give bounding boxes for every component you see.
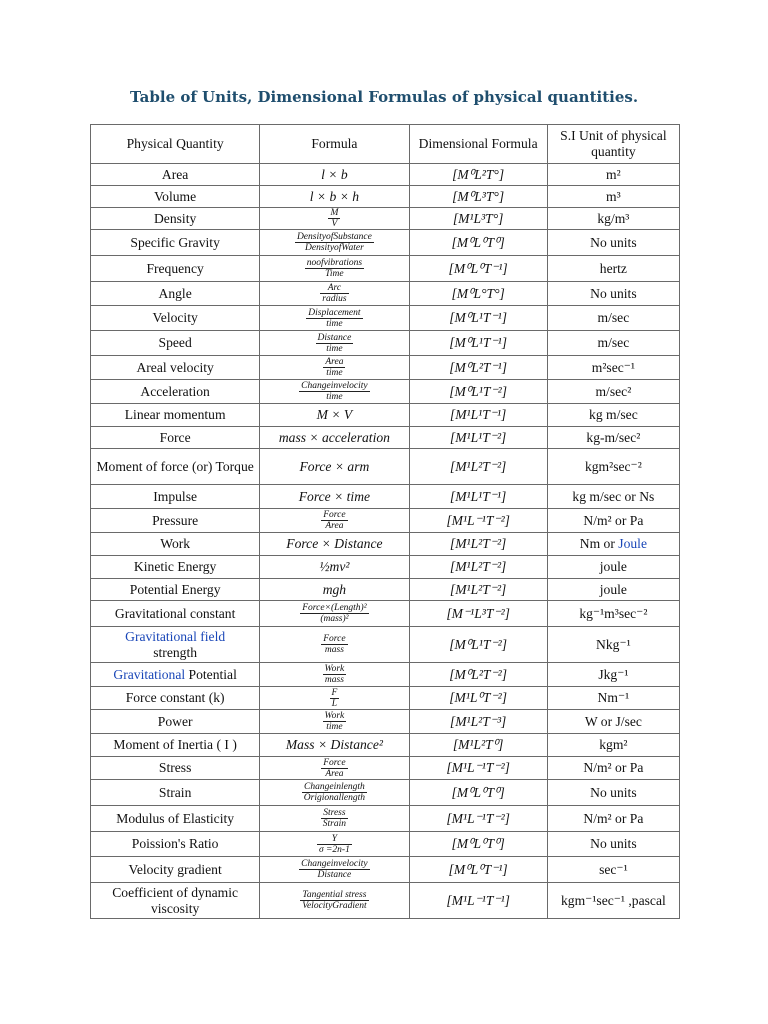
formula-fraction <box>305 258 364 279</box>
formula-fraction <box>321 808 348 829</box>
header-dimensional-formula: Dimensional Formula <box>409 125 547 164</box>
cell-dimensional-formula: [M¹L²T⁻²] <box>409 579 547 601</box>
cell-quantity <box>91 857 260 883</box>
cell-formula <box>260 186 409 208</box>
cell-si-unit <box>547 230 679 256</box>
cell-si-unit <box>547 806 679 832</box>
formula-numerator: Work <box>324 664 345 674</box>
cell-si-unit <box>547 404 679 427</box>
unit-text: Nm⁻¹ <box>597 690 630 705</box>
formula-numerator: Stress <box>321 808 348 819</box>
quantity-text: Areal velocity <box>136 359 214 375</box>
cell-quantity <box>91 427 260 449</box>
cell-dimensional-formula: [M⁰L⁰T⁻¹] <box>409 857 547 883</box>
cell-dimensional-formula: [M⁰L⁰T⁰] <box>409 780 547 806</box>
quantity-text: Coefficient of dynamic viscosity <box>112 884 239 916</box>
formula-denominator: V <box>331 219 338 229</box>
cell-formula <box>260 832 409 857</box>
cell-dimensional-formula: [M¹L⁻¹T⁻¹] <box>409 883 547 919</box>
cell-si-unit <box>547 356 679 380</box>
formula-denominator: time <box>326 318 343 329</box>
cell-quantity <box>91 186 260 208</box>
table-row <box>91 579 680 601</box>
unit-text: kgm² <box>599 737 628 752</box>
unit-text: m/sec <box>597 310 630 325</box>
table-row <box>91 186 680 208</box>
formula-numerator: Force <box>323 757 346 768</box>
quantity-text: Modulus of Elasticity <box>116 810 235 826</box>
cell-quantity <box>91 734 260 757</box>
cell-quantity <box>91 883 260 919</box>
cell-si-unit <box>547 282 679 306</box>
cell-dimensional-formula: [M¹L¹T⁻¹] <box>409 485 547 509</box>
unit-link[interactable]: Joule <box>618 536 647 551</box>
unit-text: N/m² or Pa <box>583 810 644 826</box>
cell-formula <box>260 883 409 919</box>
formula-numerator: Area <box>325 357 344 367</box>
formula-fraction <box>300 603 368 624</box>
cell-dimensional-formula: [M⁰L⁰T⁰] <box>409 832 547 857</box>
cell-dimensional-formula: [M¹L⁻¹T⁻²] <box>409 806 547 832</box>
formula-text: Force × time <box>298 488 371 504</box>
formula-numerator: Force <box>323 510 346 520</box>
cell-dimensional-formula: [M¹L¹T⁻¹] <box>409 404 547 427</box>
cell-quantity <box>91 710 260 734</box>
cell-dimensional-formula: [M⁰L²T⁻²] <box>409 663 547 687</box>
formula-denominator: Area <box>325 768 344 779</box>
quantity-text: Poission's Ratio <box>131 836 219 851</box>
table-row <box>91 627 680 663</box>
unit-text: joule <box>599 581 627 597</box>
quantity-text: Linear momentum <box>124 407 226 422</box>
table-row <box>91 883 680 919</box>
cell-quantity <box>91 533 260 556</box>
quantity-text: Moment of Inertia ( I ) <box>113 737 237 752</box>
quantity-text: Potential <box>185 666 237 682</box>
cell-quantity <box>91 627 260 663</box>
formula-denominator: Distance <box>317 870 352 880</box>
table-row <box>91 734 680 757</box>
unit-text: m/sec² <box>595 383 632 399</box>
formula-denominator: radius <box>322 294 347 304</box>
quantity-text: Work <box>160 536 191 551</box>
cell-formula <box>260 579 409 601</box>
formula-denominator: mass <box>324 675 344 685</box>
cell-si-unit <box>547 208 679 230</box>
cell-formula <box>260 208 409 230</box>
quantity-text: Pressure <box>152 512 199 528</box>
formula-numerator: Y <box>317 834 352 845</box>
formula-numerator: Changeinvelocity <box>301 381 368 391</box>
cell-formula <box>260 663 409 687</box>
table-row <box>91 404 680 427</box>
table-row <box>91 806 680 832</box>
cell-si-unit <box>547 780 679 806</box>
quantity-text: Velocity gradient <box>128 861 222 877</box>
cell-si-unit <box>547 663 679 687</box>
formula-fraction <box>300 890 368 911</box>
quantity-text: Speed <box>158 335 192 350</box>
quantity-text: Gravitational constant <box>114 605 236 621</box>
cell-si-unit <box>547 601 679 627</box>
formula-fraction <box>328 208 340 229</box>
cell-si-unit <box>547 427 679 449</box>
table-row <box>91 757 680 780</box>
cell-formula <box>260 734 409 757</box>
formula-fraction <box>321 510 347 531</box>
formula-denominator: Origionallength <box>303 793 366 803</box>
cell-si-unit <box>547 485 679 509</box>
page-title: Table of Units, Dimensional Formulas of physical quantities. <box>129 88 639 106</box>
formula-fraction <box>317 834 352 855</box>
cell-formula <box>260 687 409 710</box>
formula-numerator: Changeinlength <box>302 782 367 793</box>
cell-formula <box>260 533 409 556</box>
table-row <box>91 380 680 404</box>
quantity-text: Specific Gravity <box>130 234 220 250</box>
unit-text: kg⁻¹m³sec⁻² <box>579 605 648 621</box>
cell-si-unit <box>547 556 679 579</box>
cell-formula <box>260 331 409 356</box>
formula-fraction <box>321 758 347 779</box>
formula-denominator: time <box>326 368 343 378</box>
cell-quantity <box>91 556 260 579</box>
table-row <box>91 282 680 306</box>
cell-quantity <box>91 579 260 601</box>
cell-formula <box>260 757 409 780</box>
cell-si-unit <box>547 533 679 556</box>
formula-fraction <box>323 711 347 732</box>
cell-si-unit <box>547 757 679 780</box>
table-row <box>91 356 680 380</box>
unit-text: hertz <box>599 260 627 276</box>
quantity-text: strength <box>153 644 198 660</box>
unit-text: kg m/sec or Ns <box>572 488 655 504</box>
cell-dimensional-formula: [M¹L²T⁻²] <box>409 556 547 579</box>
formula-text: l × b <box>321 166 348 182</box>
formula-numerator: Distance <box>317 332 352 343</box>
table-row <box>91 601 680 627</box>
formula-numerator: M <box>330 208 339 218</box>
cell-quantity <box>91 449 260 485</box>
unit-text: m² <box>606 166 621 182</box>
cell-dimensional-formula: [M⁻¹L³T⁻²] <box>409 601 547 627</box>
formula-text: mass × acceleration <box>278 429 390 445</box>
unit-text: sec⁻¹ <box>599 861 628 877</box>
cell-quantity <box>91 306 260 331</box>
cell-si-unit <box>547 627 679 663</box>
quantity-text: Moment of force (or) Torque <box>96 458 254 474</box>
table-row <box>91 832 680 857</box>
quantity-text: Force constant (k) <box>125 690 225 705</box>
cell-quantity <box>91 485 260 509</box>
formula-text: Force × Distance <box>286 536 383 551</box>
unit-text: kg/m³ <box>597 210 630 226</box>
cell-formula <box>260 485 409 509</box>
cell-dimensional-formula: [M¹L⁻¹T⁻²] <box>409 509 547 533</box>
formula-text: mgh <box>322 581 347 597</box>
formula-numerator: F <box>331 687 338 698</box>
cell-formula <box>260 556 409 579</box>
cell-si-unit <box>547 164 679 186</box>
formula-numerator: Changeinvelocity <box>301 859 368 869</box>
unit-text: Nkg⁻¹ <box>596 636 631 652</box>
unit-text: kgm²sec⁻² <box>584 458 642 474</box>
table-row <box>91 164 680 186</box>
cell-si-unit <box>547 306 679 331</box>
cell-dimensional-formula: [M¹L²T⁻³] <box>409 710 547 734</box>
cell-quantity <box>91 380 260 404</box>
formula-fraction <box>295 232 374 253</box>
formula-denominator: time <box>326 722 343 732</box>
unit-text: No units <box>590 836 637 851</box>
cell-dimensional-formula: [M¹L³T°] <box>409 208 547 230</box>
cell-formula <box>260 449 409 485</box>
table-row <box>91 687 680 710</box>
quantity-link[interactable]: Gravitational <box>113 666 186 682</box>
cell-quantity <box>91 663 260 687</box>
formula-fraction <box>323 357 345 378</box>
cell-dimensional-formula: [M⁰L⁰T⁻¹] <box>409 256 547 282</box>
cell-si-unit <box>547 734 679 757</box>
unit-text: kg m/sec <box>589 407 638 422</box>
cell-quantity <box>91 256 260 282</box>
unit-text: No units <box>590 784 637 800</box>
cell-quantity <box>91 687 260 710</box>
formula-fraction <box>323 664 347 685</box>
cell-quantity <box>91 509 260 533</box>
cell-si-unit <box>547 449 679 485</box>
cell-dimensional-formula: [M¹L²T⁰] <box>409 734 547 757</box>
formula-fraction <box>320 283 348 304</box>
cell-dimensional-formula: [M⁰L⁰T⁰] <box>409 230 547 256</box>
formula-text: l × b × h <box>309 188 360 204</box>
formula-denominator: Time <box>325 269 344 279</box>
cell-formula <box>260 627 409 663</box>
cell-quantity <box>91 806 260 832</box>
unit-text: m/sec <box>597 335 630 350</box>
cell-dimensional-formula: [M⁰L¹T⁻²] <box>409 627 547 663</box>
table-row <box>91 427 680 449</box>
formula-numerator: Tangential stress <box>300 890 368 901</box>
cell-formula <box>260 601 409 627</box>
table-row <box>91 306 680 331</box>
table-row <box>91 533 680 556</box>
formula-numerator: Arc <box>320 283 348 294</box>
table-header-row <box>91 125 680 164</box>
cell-dimensional-formula: [M¹L²T⁻²] <box>409 449 547 485</box>
table-row <box>91 256 680 282</box>
formula-numerator: noofvibrations <box>306 258 363 268</box>
unit-text: joule <box>599 559 627 574</box>
quantity-text: Volume <box>154 188 197 204</box>
formula-fraction <box>302 782 367 803</box>
cell-quantity <box>91 404 260 427</box>
quantity-text: Density <box>153 210 197 226</box>
quantity-text: Power <box>157 713 193 729</box>
cell-si-unit <box>547 857 679 883</box>
cell-quantity <box>91 230 260 256</box>
table-row <box>91 857 680 883</box>
formula-numerator: Force×(Length)² <box>302 603 367 613</box>
unit-text: N/m² or Pa <box>583 760 644 775</box>
cell-dimensional-formula: [M¹L⁰T⁻²] <box>409 687 547 710</box>
formula-fraction <box>316 333 354 354</box>
formula-denominator: DensityofWater <box>305 243 364 253</box>
formula-fraction <box>299 381 369 402</box>
quantity-text: Kinetic Energy <box>133 559 217 574</box>
formula-fraction <box>306 308 362 329</box>
cell-dimensional-formula: [M⁰L¹T⁻²] <box>409 380 547 404</box>
table-row <box>91 331 680 356</box>
cell-dimensional-formula: [M⁰L³T°] <box>409 186 547 208</box>
cell-formula <box>260 857 409 883</box>
formula-fraction <box>330 688 340 709</box>
unit-text: kg-m/sec² <box>586 429 641 445</box>
cell-quantity <box>91 331 260 356</box>
cell-si-unit <box>547 380 679 404</box>
cell-si-unit <box>547 256 679 282</box>
formula-text: Mass × Distance² <box>285 737 383 752</box>
quantity-text: Strain <box>158 784 192 800</box>
header-physical-quantity: Physical Quantity <box>91 125 260 164</box>
formula-numerator: Force <box>323 634 346 644</box>
table-row <box>91 780 680 806</box>
unit-text: W or J/sec <box>584 713 642 729</box>
cell-si-unit <box>547 331 679 356</box>
cell-formula <box>260 380 409 404</box>
cell-formula <box>260 282 409 306</box>
formula-denominator: mass <box>324 645 344 655</box>
cell-si-unit <box>547 579 679 601</box>
formula-fraction <box>321 634 347 655</box>
table-row <box>91 230 680 256</box>
table-row <box>91 208 680 230</box>
header-si-unit: S.I Unit of physical quantity <box>547 125 679 164</box>
cell-quantity <box>91 356 260 380</box>
quantity-text: Velocity <box>152 310 198 325</box>
formula-denominator: σ =2n-1 <box>318 844 350 855</box>
formula-text: Force × arm <box>299 458 370 474</box>
cell-quantity <box>91 832 260 857</box>
unit-text: Jkg⁻¹ <box>598 666 629 682</box>
unit-text: m²sec⁻¹ <box>591 359 636 375</box>
cell-quantity <box>91 780 260 806</box>
quantity-text: Force <box>159 429 191 445</box>
formula-denominator: Strain <box>322 819 347 829</box>
cell-quantity <box>91 282 260 306</box>
header-formula: Formula <box>260 125 409 164</box>
formula-denominator: time <box>326 343 343 354</box>
quantity-text: Impulse <box>153 488 198 504</box>
cell-dimensional-formula: [M⁰L°T°] <box>409 282 547 306</box>
formula-text: M × V <box>316 407 353 422</box>
unit-text: No units <box>590 285 637 301</box>
table-row <box>91 556 680 579</box>
cell-formula <box>260 780 409 806</box>
cell-dimensional-formula: [M⁰L¹T⁻¹] <box>409 306 547 331</box>
cell-quantity <box>91 164 260 186</box>
cell-si-unit <box>547 832 679 857</box>
units-table <box>90 124 680 919</box>
cell-formula <box>260 404 409 427</box>
cell-formula <box>260 230 409 256</box>
cell-formula <box>260 427 409 449</box>
quantity-text: Stress <box>158 760 192 775</box>
unit-text: m³ <box>606 188 621 204</box>
cell-si-unit <box>547 710 679 734</box>
formula-fraction <box>299 859 369 880</box>
quantity-text: Potential Energy <box>129 581 221 597</box>
formula-denominator: L <box>331 698 338 709</box>
cell-formula <box>260 164 409 186</box>
cell-quantity <box>91 757 260 780</box>
table-row <box>91 485 680 509</box>
cell-quantity <box>91 601 260 627</box>
unit-text: N/m² or Pa <box>583 512 644 528</box>
formula-denominator: (mass)² <box>320 614 349 624</box>
cell-si-unit <box>547 687 679 710</box>
cell-formula <box>260 806 409 832</box>
cell-dimensional-formula: [M¹L⁻¹T⁻²] <box>409 757 547 780</box>
cell-si-unit <box>547 509 679 533</box>
unit-text: No units <box>590 234 637 250</box>
cell-dimensional-formula: [M⁰L²T⁻¹] <box>409 356 547 380</box>
formula-denominator: VelocityGradient <box>302 901 367 911</box>
cell-dimensional-formula: [M⁰L²T°] <box>409 164 547 186</box>
unit-text: Nm or <box>579 536 619 551</box>
quantity-text: Frequency <box>146 260 204 276</box>
table-row <box>91 710 680 734</box>
quantity-text: Area <box>161 166 189 182</box>
cell-dimensional-formula: [M¹L²T⁻²] <box>409 533 547 556</box>
quantity-link[interactable]: Gravitational field <box>125 628 226 644</box>
quantity-text: Acceleration <box>140 383 210 399</box>
table-row <box>91 509 680 533</box>
cell-formula <box>260 306 409 331</box>
unit-text: kgm⁻¹sec⁻¹ ,pascal <box>560 892 666 908</box>
table-row <box>91 449 680 485</box>
formula-denominator: time <box>326 392 343 402</box>
cell-quantity <box>91 208 260 230</box>
formula-numerator: Work <box>324 711 345 721</box>
cell-formula <box>260 509 409 533</box>
formula-numerator: Displacement <box>308 307 361 318</box>
cell-formula <box>260 256 409 282</box>
quantity-text: Angle <box>158 285 192 301</box>
formula-text: ½mv² <box>319 559 350 574</box>
formula-numerator: DensityofSubstance <box>296 232 372 242</box>
cell-dimensional-formula: [M¹L¹T⁻²] <box>409 427 547 449</box>
cell-dimensional-formula: [M⁰L¹T⁻¹] <box>409 331 547 356</box>
cell-formula <box>260 710 409 734</box>
formula-denominator: Area <box>325 521 344 531</box>
cell-si-unit <box>547 186 679 208</box>
cell-si-unit <box>547 883 679 919</box>
cell-formula <box>260 356 409 380</box>
table-row <box>91 663 680 687</box>
